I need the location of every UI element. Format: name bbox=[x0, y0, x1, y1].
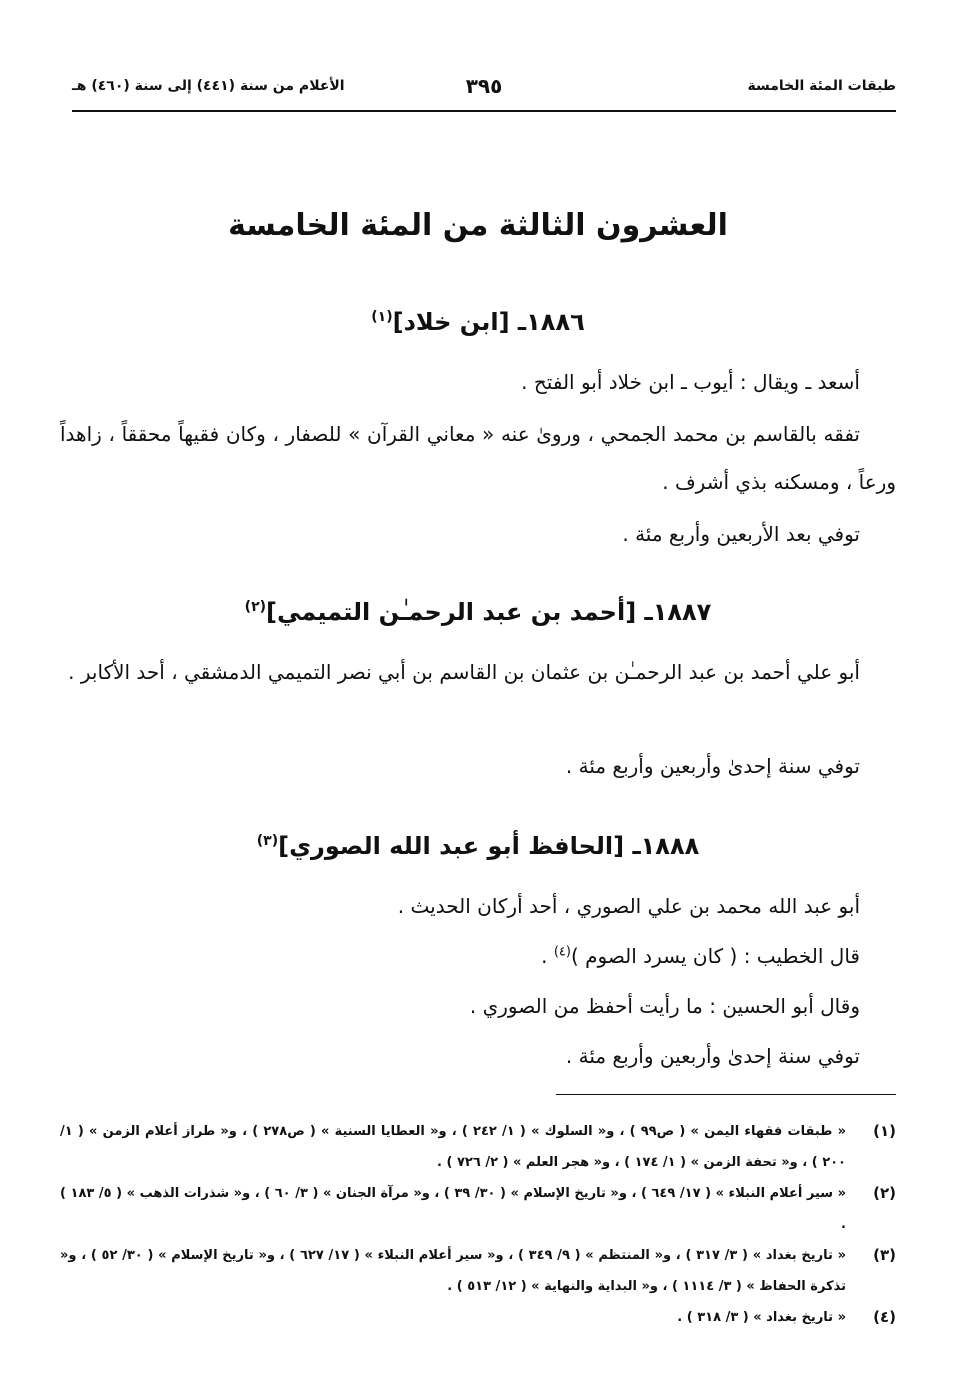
footnotes bbox=[60, 1116, 896, 1333]
paragraph: وقال أبو الحسين : ما رأيت أحفظ من الصوري . bbox=[469, 994, 860, 1018]
footnote-1 bbox=[60, 1116, 896, 1178]
footnote-text: « سير أعلام النبلاء » ( ١٧/ ٦٤٩ ) ، و« تاريخ الإسلام » ( ٣٠/ ٣٩ ) ، و« مرآة الجنان » ( ٣/ ٦٠ ) ، و« شذرات الذهب » ( ٥/ ١٨٣ ) . bbox=[60, 1186, 847, 1232]
footnote-rule bbox=[556, 1094, 896, 1095]
footnote-text: « طبقات فقهاء اليمن » ( ص٩٩ ) ، و« السلوك » ( ١/ ٢٤٢ ) ، و« العطايا السنية » ( ص٢٧٨ ) ، و« طراز أعلام الزمن » ( ١/ ٢٠٠ ) ، و« تحفة الزمن » ( ١/ ١٧٤ ) ، و« هجر العلم » ( ٢/ ٧٢٦ ) . bbox=[60, 1124, 846, 1170]
footnote-ref: (١) bbox=[371, 309, 393, 325]
entry-title-1888 bbox=[60, 832, 896, 860]
entry-title-text: ١٨٨٦ـ [ابن خلاد] bbox=[392, 308, 585, 336]
footnote-number: (٣) bbox=[873, 1246, 896, 1264]
header-book-part: طبقات المئة الخامسة bbox=[747, 78, 896, 94]
entry-title-text: ١٨٨٨ـ [الحافظ أبو عبد الله الصوري] bbox=[278, 832, 700, 860]
footnote-text: « تاريخ بغداد » ( ٣/ ٣١٨ ) . bbox=[677, 1310, 846, 1325]
paragraph: أبو علي أحمد بن عبد الرحمـٰن بن عثمان بن القاسم بن أبي نصر التميمي الدمشقي ، أحد الأكابر . bbox=[68, 660, 860, 684]
page-number: ٣٩٥ bbox=[465, 74, 503, 98]
paragraph: توفي سنة إحدىٰ وأربعين وأربع مئة . bbox=[565, 754, 860, 778]
quote-tail: . bbox=[541, 944, 554, 968]
footnote-number: (١) bbox=[873, 1122, 896, 1140]
paragraph: أبو عبد الله محمد بن علي الصوري ، أحد أركان الحديث . bbox=[397, 894, 860, 918]
entry-title-text: ١٨٨٧ـ [أحمد بن عبد الرحمـٰن التميمي] bbox=[266, 598, 712, 626]
footnote-2 bbox=[60, 1178, 896, 1240]
header-rule bbox=[72, 110, 896, 112]
footnote-4 bbox=[60, 1302, 896, 1333]
paragraph: توفي بعد الأربعين وأربع مئة . bbox=[622, 522, 860, 546]
paragraph: تفقه بالقاسم بن محمد الجمحي ، وروىٰ عنه « معاني القرآن » للصفار ، وكان فقيهاً محققاً ، زاهداً ورعاً ، ومسكنه بذي أشرف . bbox=[60, 422, 896, 494]
footnote-ref: (٣) bbox=[256, 833, 279, 849]
header-range: الأعلام من سنة (٤٤١) إلى سنة (٤٦٠) هـ bbox=[72, 78, 345, 94]
section-title: العشرون الثالثة من المئة الخامسة bbox=[228, 208, 728, 243]
quote-text: قال الخطيب : ( كان يسرد الصوم ) bbox=[570, 944, 860, 968]
running-header bbox=[72, 74, 896, 104]
footnote-text: « تاريخ بغداد » ( ٣/ ٣١٧ ) ، و« المنتظم » ( ٩/ ٣٤٩ ) ، و« سير أعلام النبلاء » ( ١٧/ ٦٢٧ ) ، و« تاريخ الإسلام » ( ٣٠/ ٥٢ ) ، و« تذكرة الحفاظ » ( ٣/ ١١١٤ ) ، و« البداية والنهاية » ( ١٢/ ٥١٣ ) . bbox=[60, 1248, 846, 1294]
footnote-3 bbox=[60, 1240, 896, 1302]
footnote-ref: (٢) bbox=[244, 599, 267, 615]
paragraph: توفي سنة إحدىٰ وأربعين وأربع مئة . bbox=[565, 1044, 860, 1068]
paragraph bbox=[60, 932, 896, 980]
footnote-number: (٤) bbox=[873, 1308, 896, 1326]
entry-title-1886 bbox=[60, 308, 896, 336]
paragraph: أسعد ـ ويقال : أيوب ـ ابن خلاد أبو الفتح . bbox=[521, 370, 860, 394]
footnote-number: (٢) bbox=[873, 1184, 896, 1202]
entry-title-1887 bbox=[60, 598, 896, 626]
footnote-ref: (٤) bbox=[553, 944, 571, 960]
